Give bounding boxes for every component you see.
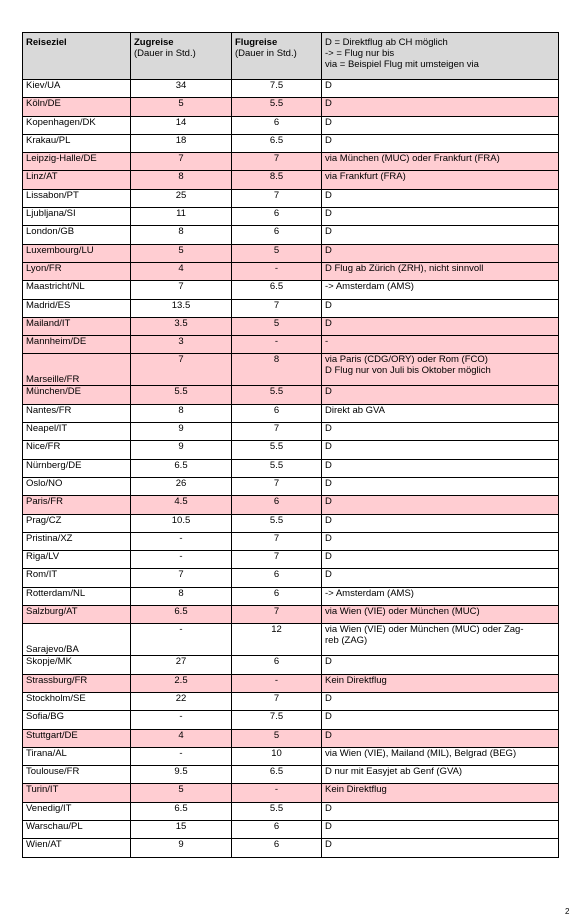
destination-cell: Kiev/UA bbox=[23, 80, 131, 98]
note-cell: D bbox=[322, 477, 559, 495]
flight-duration-cell: 6 bbox=[232, 656, 322, 674]
flight-duration-cell: 6 bbox=[232, 404, 322, 422]
flight-duration-cell: 6 bbox=[232, 839, 322, 857]
note-cell: D bbox=[322, 208, 559, 226]
destination-cell: Maastricht/NL bbox=[23, 281, 131, 299]
flight-duration-cell: 7 bbox=[232, 189, 322, 207]
train-duration-cell: 15 bbox=[131, 820, 232, 838]
destination-cell: Lissabon/PT bbox=[23, 189, 131, 207]
train-duration-cell: 8 bbox=[131, 171, 232, 189]
table-row bbox=[23, 299, 559, 317]
page-number: 2 bbox=[565, 907, 570, 916]
table-row bbox=[23, 153, 559, 171]
note-cell: via Wien (VIE) oder München (MUC) bbox=[322, 606, 559, 624]
train-duration-cell: 7 bbox=[131, 153, 232, 171]
flight-duration-cell: 5 bbox=[232, 729, 322, 747]
table-row bbox=[23, 551, 559, 569]
flight-duration-cell: - bbox=[232, 674, 322, 692]
note-cell: D bbox=[322, 80, 559, 98]
train-duration-cell: 5 bbox=[131, 98, 232, 116]
note-cell: D bbox=[322, 423, 559, 441]
destination-cell: Nantes/FR bbox=[23, 404, 131, 422]
destination-cell: München/DE bbox=[23, 386, 131, 404]
destination-cell: Prag/CZ bbox=[23, 514, 131, 532]
note-cell: D bbox=[322, 802, 559, 820]
note-cell: D Flug ab Zürich (ZRH), nicht sinnvoll bbox=[322, 262, 559, 280]
note-cell: D bbox=[322, 386, 559, 404]
train-duration-cell: 9 bbox=[131, 839, 232, 857]
train-duration-cell: 8 bbox=[131, 587, 232, 605]
table-row bbox=[23, 189, 559, 207]
table-row bbox=[23, 354, 559, 386]
flight-duration-cell: 5 bbox=[232, 317, 322, 335]
destination-cell: Nice/FR bbox=[23, 441, 131, 459]
table-header-row bbox=[23, 33, 559, 80]
note-cell: D bbox=[322, 820, 559, 838]
train-duration-cell: 10.5 bbox=[131, 514, 232, 532]
table-row bbox=[23, 839, 559, 857]
header-flight: Flugreise (Dauer in Std.) bbox=[232, 33, 322, 80]
table-row bbox=[23, 336, 559, 354]
destination-cell: Mannheim/DE bbox=[23, 336, 131, 354]
destination-cell: Luxembourg/LU bbox=[23, 244, 131, 262]
note-cell: D bbox=[322, 134, 559, 152]
table-row bbox=[23, 281, 559, 299]
table-row bbox=[23, 784, 559, 802]
table-row bbox=[23, 820, 559, 838]
note-cell: D bbox=[322, 98, 559, 116]
destination-cell: Riga/LV bbox=[23, 551, 131, 569]
flight-duration-cell: 6.5 bbox=[232, 281, 322, 299]
train-duration-cell: 25 bbox=[131, 189, 232, 207]
destination-cell: Linz/AT bbox=[23, 171, 131, 189]
train-duration-cell: 5.5 bbox=[131, 386, 232, 404]
flight-duration-cell: 5.5 bbox=[232, 514, 322, 532]
table-row bbox=[23, 262, 559, 280]
table-row bbox=[23, 674, 559, 692]
destination-cell: Sofia/BG bbox=[23, 711, 131, 729]
train-duration-cell: 9 bbox=[131, 423, 232, 441]
note-cell: D bbox=[322, 299, 559, 317]
flight-duration-cell: 6 bbox=[232, 820, 322, 838]
table-row bbox=[23, 477, 559, 495]
table-row bbox=[23, 711, 559, 729]
note-cell: D bbox=[322, 532, 559, 550]
flight-duration-cell: 6 bbox=[232, 116, 322, 134]
flight-duration-cell: 10 bbox=[232, 747, 322, 765]
train-duration-cell: 14 bbox=[131, 116, 232, 134]
destination-cell: Lyon/FR bbox=[23, 262, 131, 280]
table-row bbox=[23, 802, 559, 820]
note-cell: D bbox=[322, 116, 559, 134]
train-duration-cell: 7 bbox=[131, 281, 232, 299]
flight-duration-cell: - bbox=[232, 784, 322, 802]
destination-cell: Strassburg/FR bbox=[23, 674, 131, 692]
table-row bbox=[23, 496, 559, 514]
table-row bbox=[23, 587, 559, 605]
flight-duration-cell: 7.5 bbox=[232, 80, 322, 98]
train-duration-cell: 26 bbox=[131, 477, 232, 495]
note-cell: Direkt ab GVA bbox=[322, 404, 559, 422]
flight-duration-cell: 7 bbox=[232, 692, 322, 710]
train-duration-cell: 9.5 bbox=[131, 766, 232, 784]
destination-cell: Rom/IT bbox=[23, 569, 131, 587]
travel-table bbox=[22, 32, 559, 858]
flight-duration-cell: 5.5 bbox=[232, 459, 322, 477]
destination-cell: Madrid/ES bbox=[23, 299, 131, 317]
note-cell: D bbox=[322, 459, 559, 477]
destination-cell: Salzburg/AT bbox=[23, 606, 131, 624]
train-duration-cell: 5 bbox=[131, 244, 232, 262]
flight-duration-cell: 7.5 bbox=[232, 711, 322, 729]
destination-cell: Paris/FR bbox=[23, 496, 131, 514]
train-duration-cell: 27 bbox=[131, 656, 232, 674]
header-destination: Reiseziel bbox=[23, 33, 131, 80]
table-row bbox=[23, 386, 559, 404]
train-duration-cell: 22 bbox=[131, 692, 232, 710]
note-cell: D bbox=[322, 317, 559, 335]
note-cell: D nur mit Easyjet ab Genf (GVA) bbox=[322, 766, 559, 784]
table-row bbox=[23, 514, 559, 532]
flight-duration-cell: 7 bbox=[232, 477, 322, 495]
note-cell: via Wien (VIE) oder München (MUC) oder Zag- reb (ZAG) bbox=[322, 624, 559, 656]
table-row bbox=[23, 208, 559, 226]
flight-duration-cell: 7 bbox=[232, 551, 322, 569]
destination-cell: Toulouse/FR bbox=[23, 766, 131, 784]
flight-duration-cell: 7 bbox=[232, 153, 322, 171]
note-cell: via Frankfurt (FRA) bbox=[322, 171, 559, 189]
train-duration-cell: - bbox=[131, 551, 232, 569]
table-row bbox=[23, 692, 559, 710]
flight-duration-cell: 12 bbox=[232, 624, 322, 656]
note-cell: D bbox=[322, 692, 559, 710]
table-row bbox=[23, 459, 559, 477]
train-duration-cell: - bbox=[131, 624, 232, 656]
train-duration-cell: 2.5 bbox=[131, 674, 232, 692]
train-duration-cell: 4 bbox=[131, 729, 232, 747]
table-row bbox=[23, 441, 559, 459]
table-row bbox=[23, 404, 559, 422]
destination-cell: Tirana/AL bbox=[23, 747, 131, 765]
note-cell: D bbox=[322, 496, 559, 514]
note-cell: -> Amsterdam (AMS) bbox=[322, 281, 559, 299]
note-cell: D bbox=[322, 226, 559, 244]
note-cell: D bbox=[322, 514, 559, 532]
table-row bbox=[23, 656, 559, 674]
table-row bbox=[23, 226, 559, 244]
train-duration-cell: 6.5 bbox=[131, 802, 232, 820]
train-duration-cell: 13.5 bbox=[131, 299, 232, 317]
flight-duration-cell: - bbox=[232, 336, 322, 354]
flight-duration-cell: 7 bbox=[232, 299, 322, 317]
train-duration-cell: 6.5 bbox=[131, 606, 232, 624]
flight-duration-cell: 6 bbox=[232, 226, 322, 244]
flight-duration-cell: - bbox=[232, 262, 322, 280]
train-duration-cell: - bbox=[131, 532, 232, 550]
train-duration-cell: 5 bbox=[131, 784, 232, 802]
flight-duration-cell: 6 bbox=[232, 496, 322, 514]
table-row bbox=[23, 80, 559, 98]
note-cell: Kein Direktflug bbox=[322, 784, 559, 802]
train-duration-cell: 9 bbox=[131, 441, 232, 459]
flight-duration-cell: 7 bbox=[232, 532, 322, 550]
note-cell: via Paris (CDG/ORY) oder Rom (FCO) D Flug nur von Juli bis Oktober möglich bbox=[322, 354, 559, 386]
train-duration-cell: 7 bbox=[131, 569, 232, 587]
flight-duration-cell: 7 bbox=[232, 423, 322, 441]
flight-duration-cell: 5 bbox=[232, 244, 322, 262]
flight-duration-cell: 6 bbox=[232, 208, 322, 226]
flight-duration-cell: 5.5 bbox=[232, 802, 322, 820]
flight-duration-cell: 5.5 bbox=[232, 98, 322, 116]
header-train: Zugreise (Dauer in Std.) bbox=[131, 33, 232, 80]
note-cell: D bbox=[322, 441, 559, 459]
table-row bbox=[23, 171, 559, 189]
destination-cell: Stuttgart/DE bbox=[23, 729, 131, 747]
note-cell: D bbox=[322, 839, 559, 857]
train-duration-cell: - bbox=[131, 711, 232, 729]
table-row bbox=[23, 624, 559, 656]
train-duration-cell: 3.5 bbox=[131, 317, 232, 335]
destination-cell: Rotterdam/NL bbox=[23, 587, 131, 605]
table-body bbox=[23, 80, 559, 858]
note-cell: D bbox=[322, 656, 559, 674]
table-row bbox=[23, 766, 559, 784]
note-cell: -> Amsterdam (AMS) bbox=[322, 587, 559, 605]
destination-cell: Mailand/IT bbox=[23, 317, 131, 335]
destination-cell: Neapel/IT bbox=[23, 423, 131, 441]
flight-duration-cell: 5.5 bbox=[232, 386, 322, 404]
destination-cell: Krakau/PL bbox=[23, 134, 131, 152]
flight-duration-cell: 8 bbox=[232, 354, 322, 386]
train-duration-cell: 4 bbox=[131, 262, 232, 280]
train-duration-cell: 11 bbox=[131, 208, 232, 226]
destination-cell: Sarajevo/BA bbox=[23, 624, 131, 656]
destination-cell: Kopenhagen/DK bbox=[23, 116, 131, 134]
table-row bbox=[23, 423, 559, 441]
flight-duration-cell: 8.5 bbox=[232, 171, 322, 189]
destination-cell: Ljubljana/SI bbox=[23, 208, 131, 226]
table-row bbox=[23, 134, 559, 152]
train-duration-cell: 34 bbox=[131, 80, 232, 98]
note-cell: D bbox=[322, 551, 559, 569]
flight-duration-cell: 6 bbox=[232, 587, 322, 605]
flight-duration-cell: 7 bbox=[232, 606, 322, 624]
table-row bbox=[23, 244, 559, 262]
header-notes: D = Direktflug ab CH möglich -> = Flug nur bis via = Beispiel Flug mit umsteigen via bbox=[322, 33, 559, 80]
table-row bbox=[23, 98, 559, 116]
destination-cell: Skopje/MK bbox=[23, 656, 131, 674]
note-cell: D bbox=[322, 711, 559, 729]
train-duration-cell: 3 bbox=[131, 336, 232, 354]
destination-cell: Oslo/NO bbox=[23, 477, 131, 495]
train-duration-cell: 18 bbox=[131, 134, 232, 152]
destination-cell: Stockholm/SE bbox=[23, 692, 131, 710]
note-cell: Kein Direktflug bbox=[322, 674, 559, 692]
note-cell: D bbox=[322, 244, 559, 262]
note-cell: D bbox=[322, 729, 559, 747]
note-cell: via München (MUC) oder Frankfurt (FRA) bbox=[322, 153, 559, 171]
destination-cell: Wien/AT bbox=[23, 839, 131, 857]
destination-cell: Turin/IT bbox=[23, 784, 131, 802]
flight-duration-cell: 6 bbox=[232, 569, 322, 587]
note-cell: D bbox=[322, 569, 559, 587]
note-cell: - bbox=[322, 336, 559, 354]
train-duration-cell: - bbox=[131, 747, 232, 765]
destination-cell: Nürnberg/DE bbox=[23, 459, 131, 477]
destination-cell: Warschau/PL bbox=[23, 820, 131, 838]
train-duration-cell: 6.5 bbox=[131, 459, 232, 477]
destination-cell: Leipzig-Halle/DE bbox=[23, 153, 131, 171]
destination-cell: Pristina/XZ bbox=[23, 532, 131, 550]
table-row bbox=[23, 729, 559, 747]
train-duration-cell: 4.5 bbox=[131, 496, 232, 514]
table-row bbox=[23, 606, 559, 624]
destination-cell: London/GB bbox=[23, 226, 131, 244]
train-duration-cell: 8 bbox=[131, 226, 232, 244]
table-row bbox=[23, 317, 559, 335]
train-duration-cell: 8 bbox=[131, 404, 232, 422]
destination-cell: Köln/DE bbox=[23, 98, 131, 116]
destination-cell: Venedig/IT bbox=[23, 802, 131, 820]
table-row bbox=[23, 569, 559, 587]
table-row bbox=[23, 116, 559, 134]
destination-cell: Marseille/FR bbox=[23, 354, 131, 386]
flight-duration-cell: 5.5 bbox=[232, 441, 322, 459]
note-cell: D bbox=[322, 189, 559, 207]
table-row bbox=[23, 532, 559, 550]
table-row bbox=[23, 747, 559, 765]
note-cell: via Wien (VIE), Mailand (MIL), Belgrad (BEG) bbox=[322, 747, 559, 765]
flight-duration-cell: 6.5 bbox=[232, 134, 322, 152]
flight-duration-cell: 6.5 bbox=[232, 766, 322, 784]
train-duration-cell: 7 bbox=[131, 354, 232, 386]
